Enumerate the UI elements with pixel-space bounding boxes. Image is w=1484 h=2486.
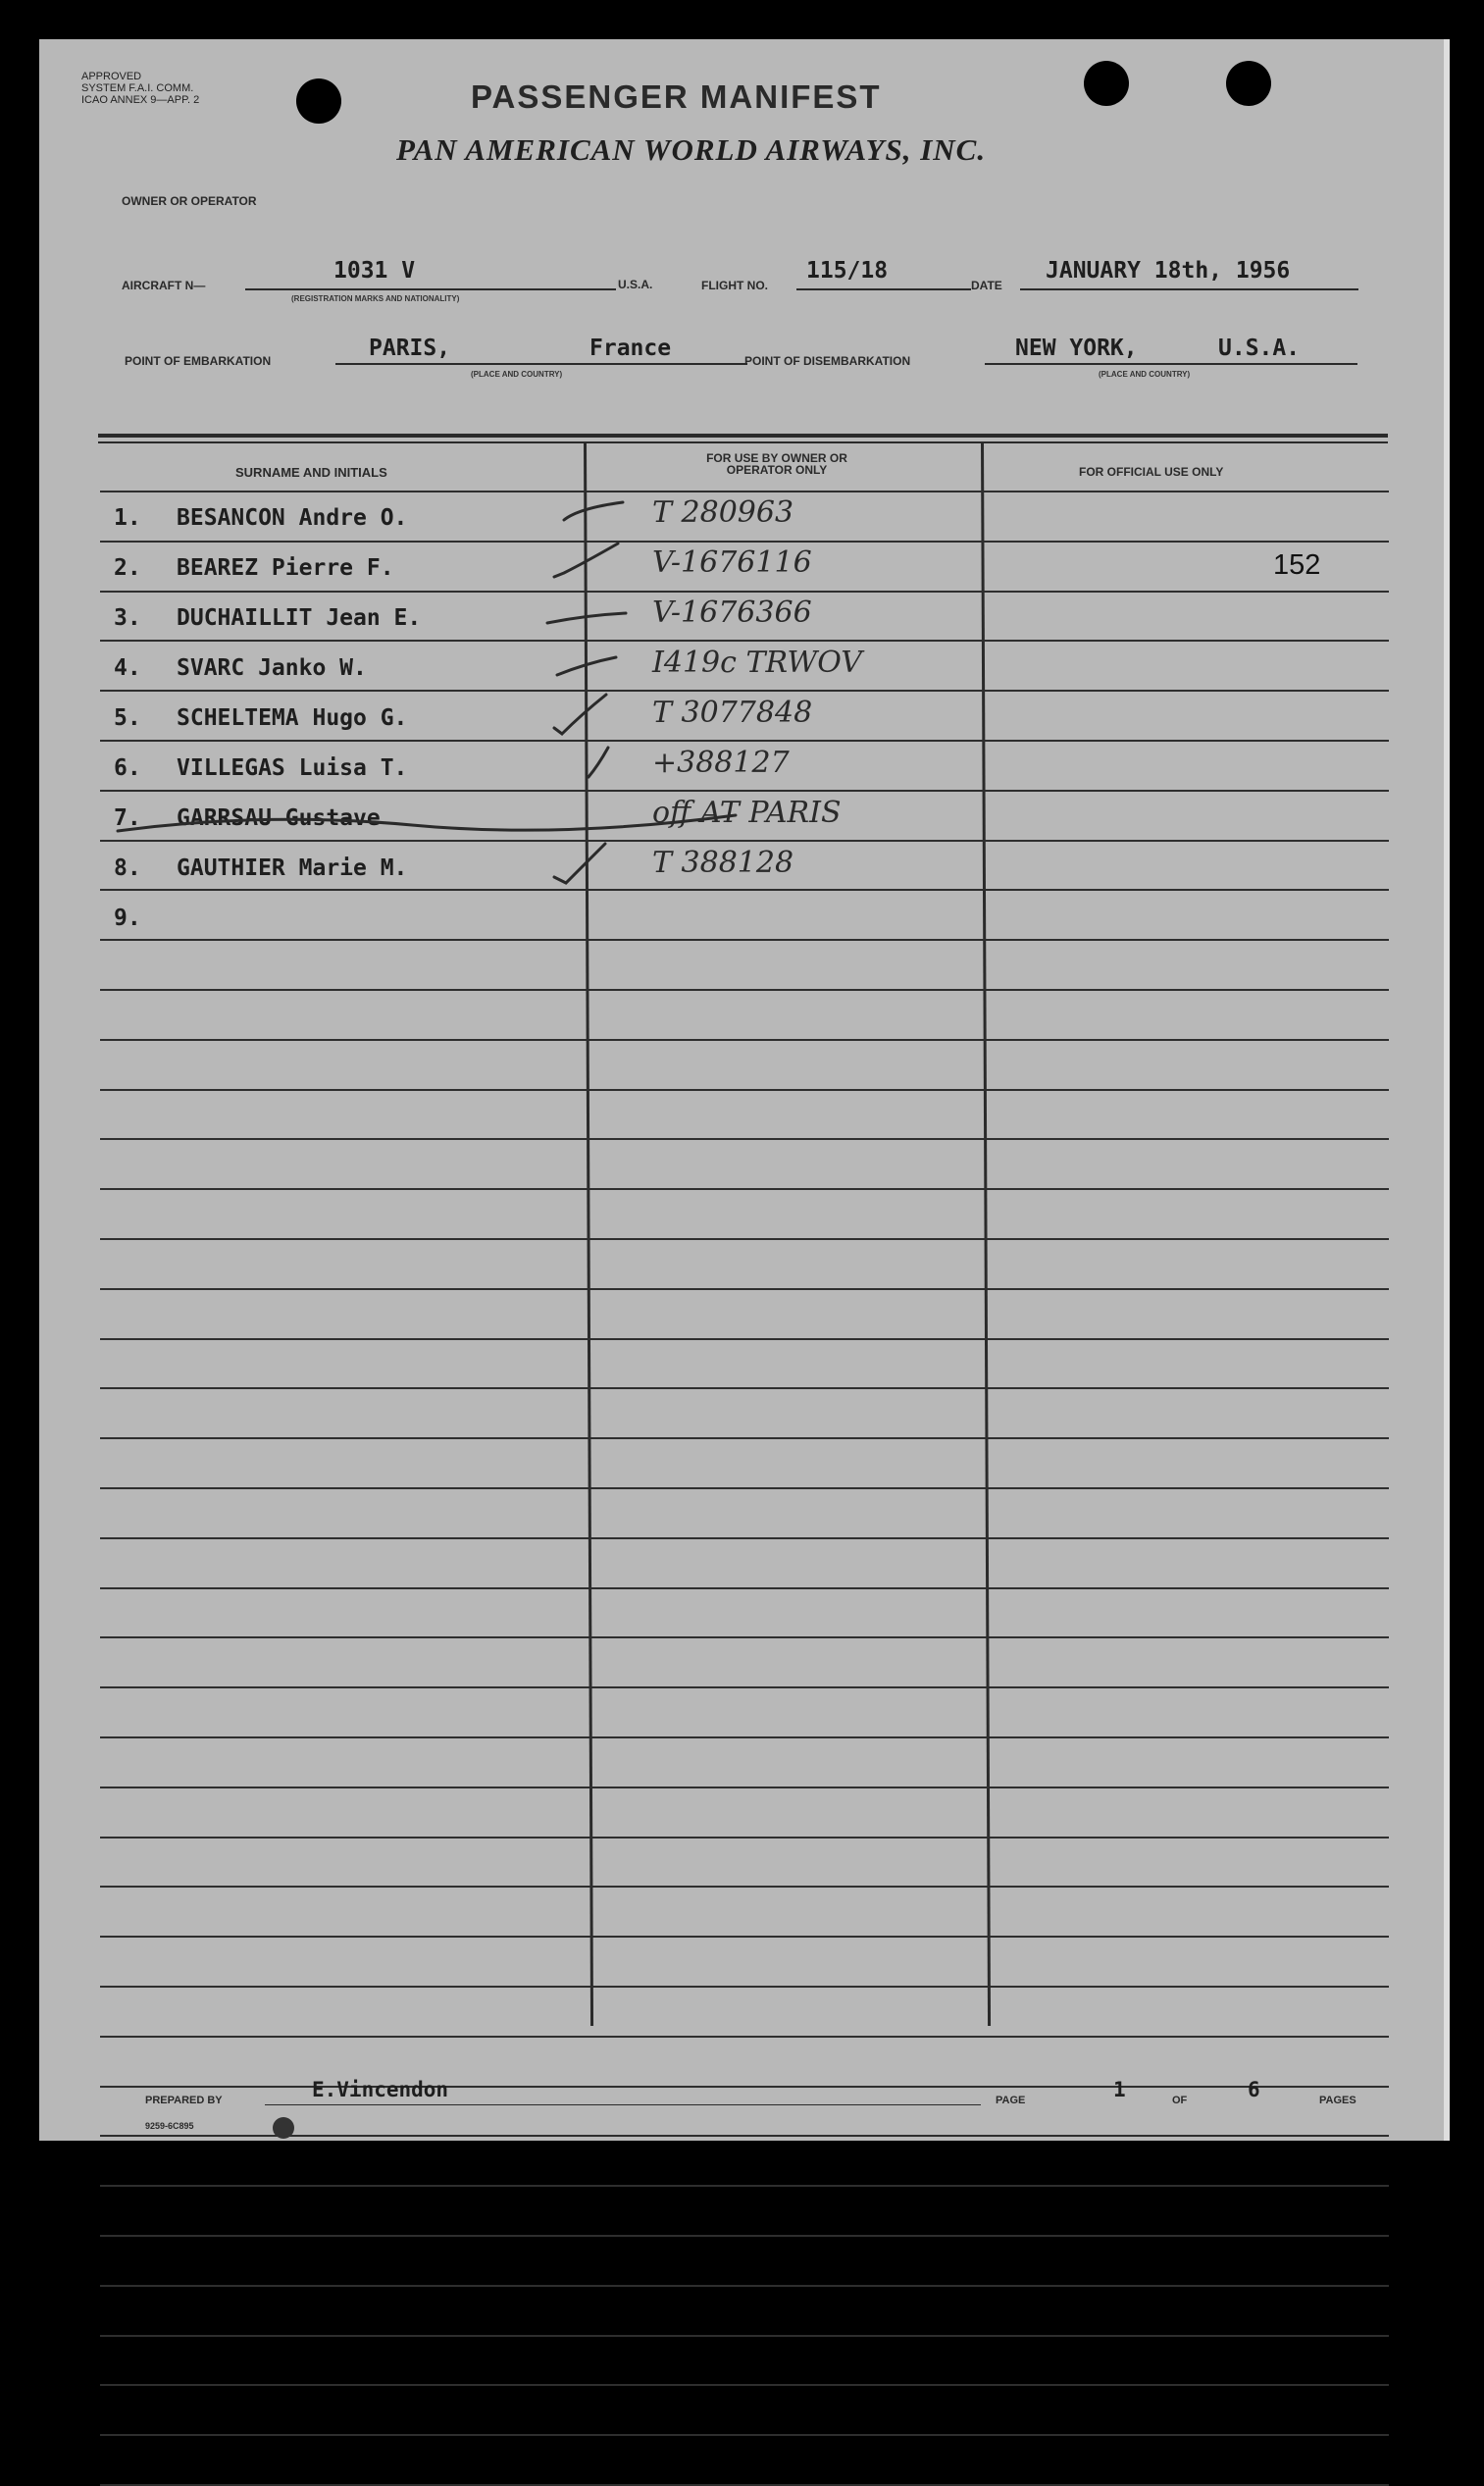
of-label: OF [1172, 2095, 1188, 2106]
registration-caption: (REGISTRATION MARKS AND NATIONALITY) [291, 294, 460, 303]
form-number: 9259-6C895 [145, 2121, 194, 2131]
date-label: DATE [971, 279, 1002, 292]
ruled-row-line [100, 2384, 1389, 2386]
row-number: 7. [114, 805, 141, 831]
passenger-name: BEAREZ Pierre F. [177, 555, 394, 581]
passenger-name: VILLEGAS Luisa T. [177, 755, 408, 781]
passenger-document-note: T 388128 [652, 846, 794, 880]
page-label: PAGE [996, 2095, 1026, 2106]
checkmark-4 [557, 657, 616, 675]
ruled-row-line [100, 2185, 1389, 2187]
embarkation-caption: (PLACE AND COUNTRY) [471, 370, 563, 379]
prepared-by-label: PREPARED BY [145, 2095, 223, 2106]
checkmark-6 [588, 748, 608, 777]
passenger-name: BESANCON Andre O. [177, 505, 408, 531]
date-value: JANUARY 18th, 1956 [1046, 258, 1291, 284]
passenger-document-note: +388127 [652, 746, 790, 780]
official-use-entry: 152 [1273, 549, 1321, 581]
union-label-icon [273, 2117, 294, 2139]
row-number: 4. [114, 655, 141, 681]
owner-name: PAN AMERICAN WORLD AIRWAYS, INC. [396, 132, 987, 167]
aircraft-label: AIRCRAFT N— [122, 279, 206, 292]
aircraft-value: 1031 V [333, 258, 416, 284]
ruled-row-line [100, 2285, 1389, 2287]
passenger-name: SVARC Janko W. [177, 655, 367, 681]
page-total: 6 [1248, 2078, 1260, 2101]
passenger-document-note: V-1676116 [652, 545, 812, 580]
passenger-name: SCHELTEMA Hugo G. [177, 705, 408, 731]
checkmark-8 [554, 844, 605, 883]
approval-line-3: ICAO ANNEX 9—APP. 2 [81, 94, 200, 106]
prepared-by-value: E.Vincendon [312, 2078, 449, 2101]
disembarkation-city: NEW YORK, [1015, 336, 1138, 361]
passenger-document-note: T 280963 [652, 495, 794, 530]
ruled-row-line [100, 2235, 1389, 2237]
row-number: 6. [114, 755, 141, 781]
checkmark-2 [554, 544, 618, 577]
header-official-use: FOR OFFICIAL USE ONLY [1079, 465, 1224, 479]
embarkation-country: France [589, 336, 672, 361]
row-number: 9. [114, 906, 141, 931]
row-number: 2. [114, 555, 141, 581]
passenger-document-note: I419c TRWOV [652, 646, 862, 680]
row-number: 3. [114, 605, 141, 631]
checkmark-1 [564, 502, 623, 520]
passenger-document-note: off AT PARIS [652, 796, 842, 830]
approval-line-1: APPROVED [81, 71, 142, 82]
row-number: 5. [114, 705, 141, 731]
passenger-document-note: V-1676366 [652, 596, 812, 630]
header-owner-use: FOR USE BY OWNER OR OPERATOR ONLY [706, 451, 847, 477]
flight-value: 115/18 [806, 258, 889, 284]
prepared-by-line [265, 2104, 981, 2105]
row-number: 1. [114, 505, 141, 531]
row-number: 8. [114, 855, 141, 881]
disembarkation-country: U.S.A. [1218, 336, 1301, 361]
pages-label: PAGES [1319, 2095, 1356, 2106]
page-title: PASSENGER MANIFEST [471, 78, 882, 115]
embarkation-city: PARIS, [369, 336, 451, 361]
header-surname: SURNAME AND INITIALS [235, 465, 387, 480]
passenger-name: GARRSAU Gustave [177, 805, 381, 831]
disembarkation-label: POINT OF DISEMBARKATION [744, 354, 911, 368]
strike-through-row-7 [118, 815, 736, 831]
disembarkation-caption: (PLACE AND COUNTRY) [1099, 370, 1191, 379]
page-number: 1 [1113, 2078, 1126, 2101]
checkmark-5 [554, 695, 606, 734]
passenger-name: DUCHAILLIT Jean E. [177, 605, 422, 631]
owner-label: OWNER OR OPERATOR [122, 194, 257, 208]
flight-label: FLIGHT NO. [701, 279, 768, 292]
usa-label: U.S.A. [618, 278, 653, 291]
approval-line-2: SYSTEM F.A.I. COMM. [81, 82, 194, 94]
passenger-document-note: T 3077848 [652, 696, 813, 730]
ruled-row-line [100, 2335, 1389, 2337]
embarkation-label: POINT OF EMBARKATION [125, 354, 272, 368]
checkmark-3 [547, 613, 626, 623]
ruled-row-line [100, 2434, 1389, 2436]
passenger-name: GAUTHIER Marie M. [177, 855, 408, 881]
